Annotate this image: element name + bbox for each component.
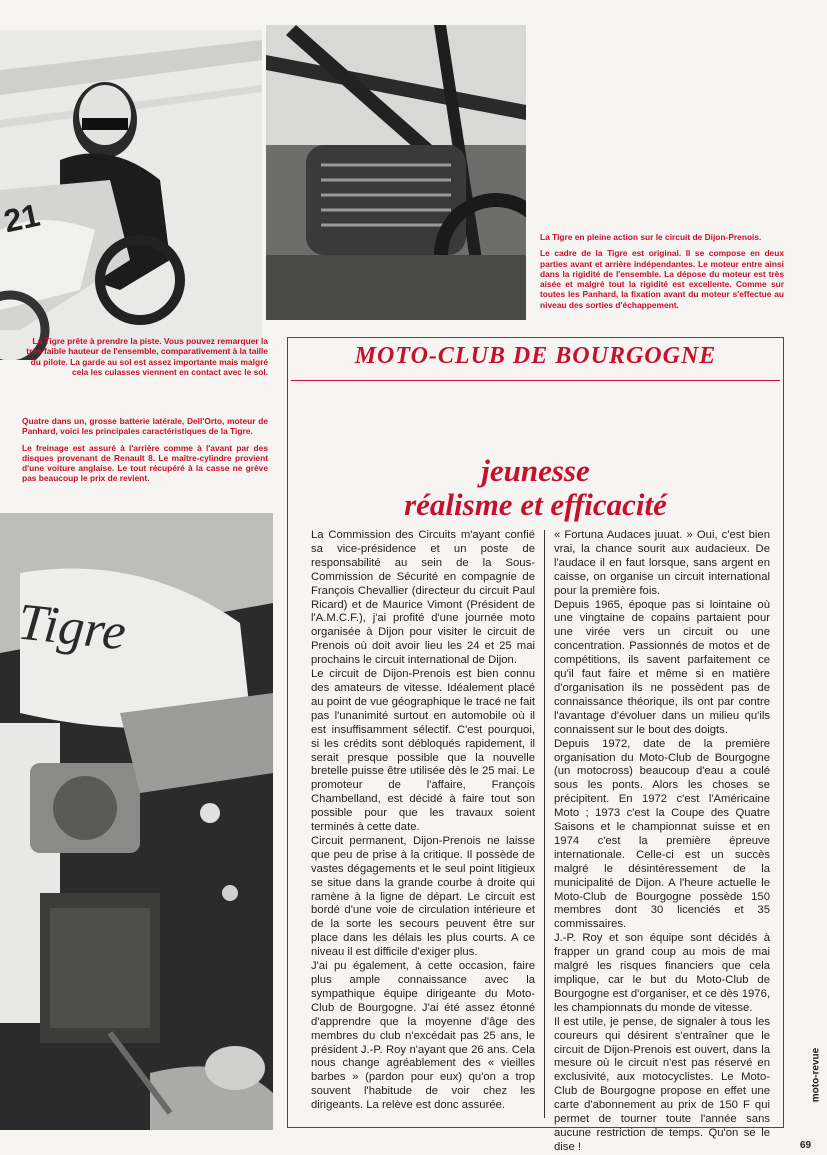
caption-rider-text: La Tigre prête à prendre la piste. Vous pouvez remarquer la très faible hauteur de l'ensemble, comparativement à la taille du pilote. La garde au sol est assez importante mais malgré cela les culasses viennent en contact avec le sol.	[26, 336, 268, 377]
paragraph: J.-P. Roy et son équipe sont décidés à frapper un grand coup au mois de mai malgré les risques financiers que cela implique, car le but du Moto-Club de Bourgogne est d'organiser, et ce dès 1976, les championnats du monde de vitesse.	[554, 932, 770, 1014]
caption-specs	[22, 416, 268, 490]
caption-rider	[22, 336, 268, 383]
paragraph: Le circuit de Dijon-Prenois est bien connu des amateurs de vitesse. Idéalement placé au point de vue géographique le tracé ne fait pas l'unanimité surtout en automobile où il est insuffisamment sélectif. C'est pourquoi, si les crédits sont débloqués rapidement, il serait presque possible que la nouvelle bretelle puisse être utilisée dès le 25 mai. Le promoteur de l'affaire, François Chambelland, est décidé à faire tout son possible pour que les travaux soient terminés à cette date.	[311, 668, 535, 834]
club-headline: MOTO-CLUB DE BOURGOGNE	[354, 343, 717, 369]
paragraph: Circuit permanent, Dijon-Prenois ne laisse que peu de prise à la critique. Il possède de vastes dégagements et le seul point litigieux se situe dans la grande courbe à droite qui ramène à la ligne de départ. Le circuit est bordé d'une voie de circulation intérieure et de la sorte les secours peuvent être sur place dans les délais les plus courts. A ce niveau il est difficile d'exiger plus.	[311, 834, 535, 959]
caption-frame-line-1: La Tigre en pleine action sur le circuit de Dijon-Prenois.	[540, 232, 762, 242]
magazine-name	[809, 1035, 823, 1115]
paragraph: Depuis 1965, époque pas si lointaine où une vingtaine de copains partaient pour une virée vers un circuit ou une concentration. Passionnés de motos et de compétitions, ils savent parfaitement ce qu'il faut faire et même si en matière d'organisation ils ne possèdent pas de connaissance théorique, ils ont par contre l'avantage d'évoluer dans un milieu qu'ils connaissent sur le bout des doigts.	[554, 598, 770, 736]
fairing-number: 21	[0, 196, 43, 240]
magazine-name-text: moto-revue	[810, 1047, 822, 1103]
article-title-line-2: réalisme et efficacité	[404, 487, 667, 522]
frame-photo	[266, 25, 526, 320]
paragraph: Depuis 1972, date de la première organisation du Moto-Club de Bourgogne (un motocross) beaucoup d'eau a coulé sous les ponts. Alors les choses se précipitent. En 1972 c'est l'Américaine Moto ; 1973 c'est la Coupe des Quatre Saisons et le championnat suisse et en 1974 c'est la première épreuve internationale. Celle-ci est un succès malgré le désintéressement de la municipalité de Dijon. A l'heure actuelle le Moto-Club de Bourgogne possède 150 membres dont 30 licenciés et 35 commissaires.	[554, 737, 770, 931]
column-divider	[544, 530, 545, 1118]
caption-frame-line-2: Le cadre de la Tigre est original. Il se compose en deux parties avant et arrière indépendantes. Le moteur entre ainsi dans la rigidité de l'ensemble. La dépose du moteur est très aisée et malgré tout la rigidité est excellente. Comme sur toutes les Panhard, la fixation avant du moteur s'effectue au niveau des sorties d'échappement.	[540, 248, 784, 310]
paragraph: Il est utile, je pense, de signaler à tous les coureurs qui désirent s'entraîner que le circuit de Dijon-Prenois est ouvert, dans la mesure où le circuit n'est pas réservé en exclusivité, aux motocyclistes. Le Moto-Club de Bourgogne propose en effet une carte d'abonnement au prix de 150 F qui permet de tourner toute l'année sans aucune restriction de temps. Qu'on se le dise !	[554, 1015, 770, 1153]
article-column-2	[554, 529, 770, 1155]
engine-closeup-photo	[0, 513, 273, 1130]
caption-specs-line-1: Quatre dans un, grosse batterie latérale, Dell'Orto, moteur de Panhard, voici les principales caractéristiques de la Tigre.	[22, 416, 268, 437]
page-number: 69	[800, 1140, 812, 1151]
article-column-1	[311, 529, 535, 1113]
article-title-line-1: jeunesse	[481, 453, 590, 488]
paragraph: « Fortuna Audaces juuat. » Oui, c'est bien vrai, la chance sourit aux audacieux. De l'audace il en faut lorsque, sans argent en caisse, on organise un circuit international pour la première fois.	[554, 529, 770, 597]
caption-specs-line-2: Le freinage est assuré à l'arrière comme à l'avant par des disques provenant de Renault 8. Le maître-cylindre provient d'une voiture anglaise. Le tout récupéré à la casse ne grève pas beaucoup le prix de revient.	[22, 442, 268, 484]
paragraph: J'ai pu également, à cette occasion, faire plus ample connaissance avec la sympathique équipe dirigeante du Moto-Club de Bourgogne. J'ai été assez étonné d'apprendre que la moyenne d'âge des membres du club n'excédait pas 25 ans, le président J.-P. Roy n'ayant que 26 ans. Cela nous change agréablement des « vieilles barbes » (pardon pour eux) qu'on a trop souvent l'habitude de voir chez les dirigeants. La relève est donc assurée.	[311, 960, 535, 1112]
paragraph: La Commission des Circuits m'ayant confié sa vice-présidence et un poste de responsabilité au sein de la Sous-Commission de Sécurité en compagnie de François Chevallier (directeur du circuit Paul Ricard) et de Maurice Vimont (Président de l'A.M.C.F.), j'ai profité d'une journée moto organisée à Dijon pour visiter le circuit de Prenois où doit avoir lieu les 24 et 25 mai prochains le circuit international de Dijon.	[311, 529, 535, 667]
rider-photo	[0, 30, 262, 360]
tank-lettering: Tigre	[15, 593, 129, 662]
headline-rule	[291, 380, 780, 381]
caption-frame	[540, 232, 784, 316]
